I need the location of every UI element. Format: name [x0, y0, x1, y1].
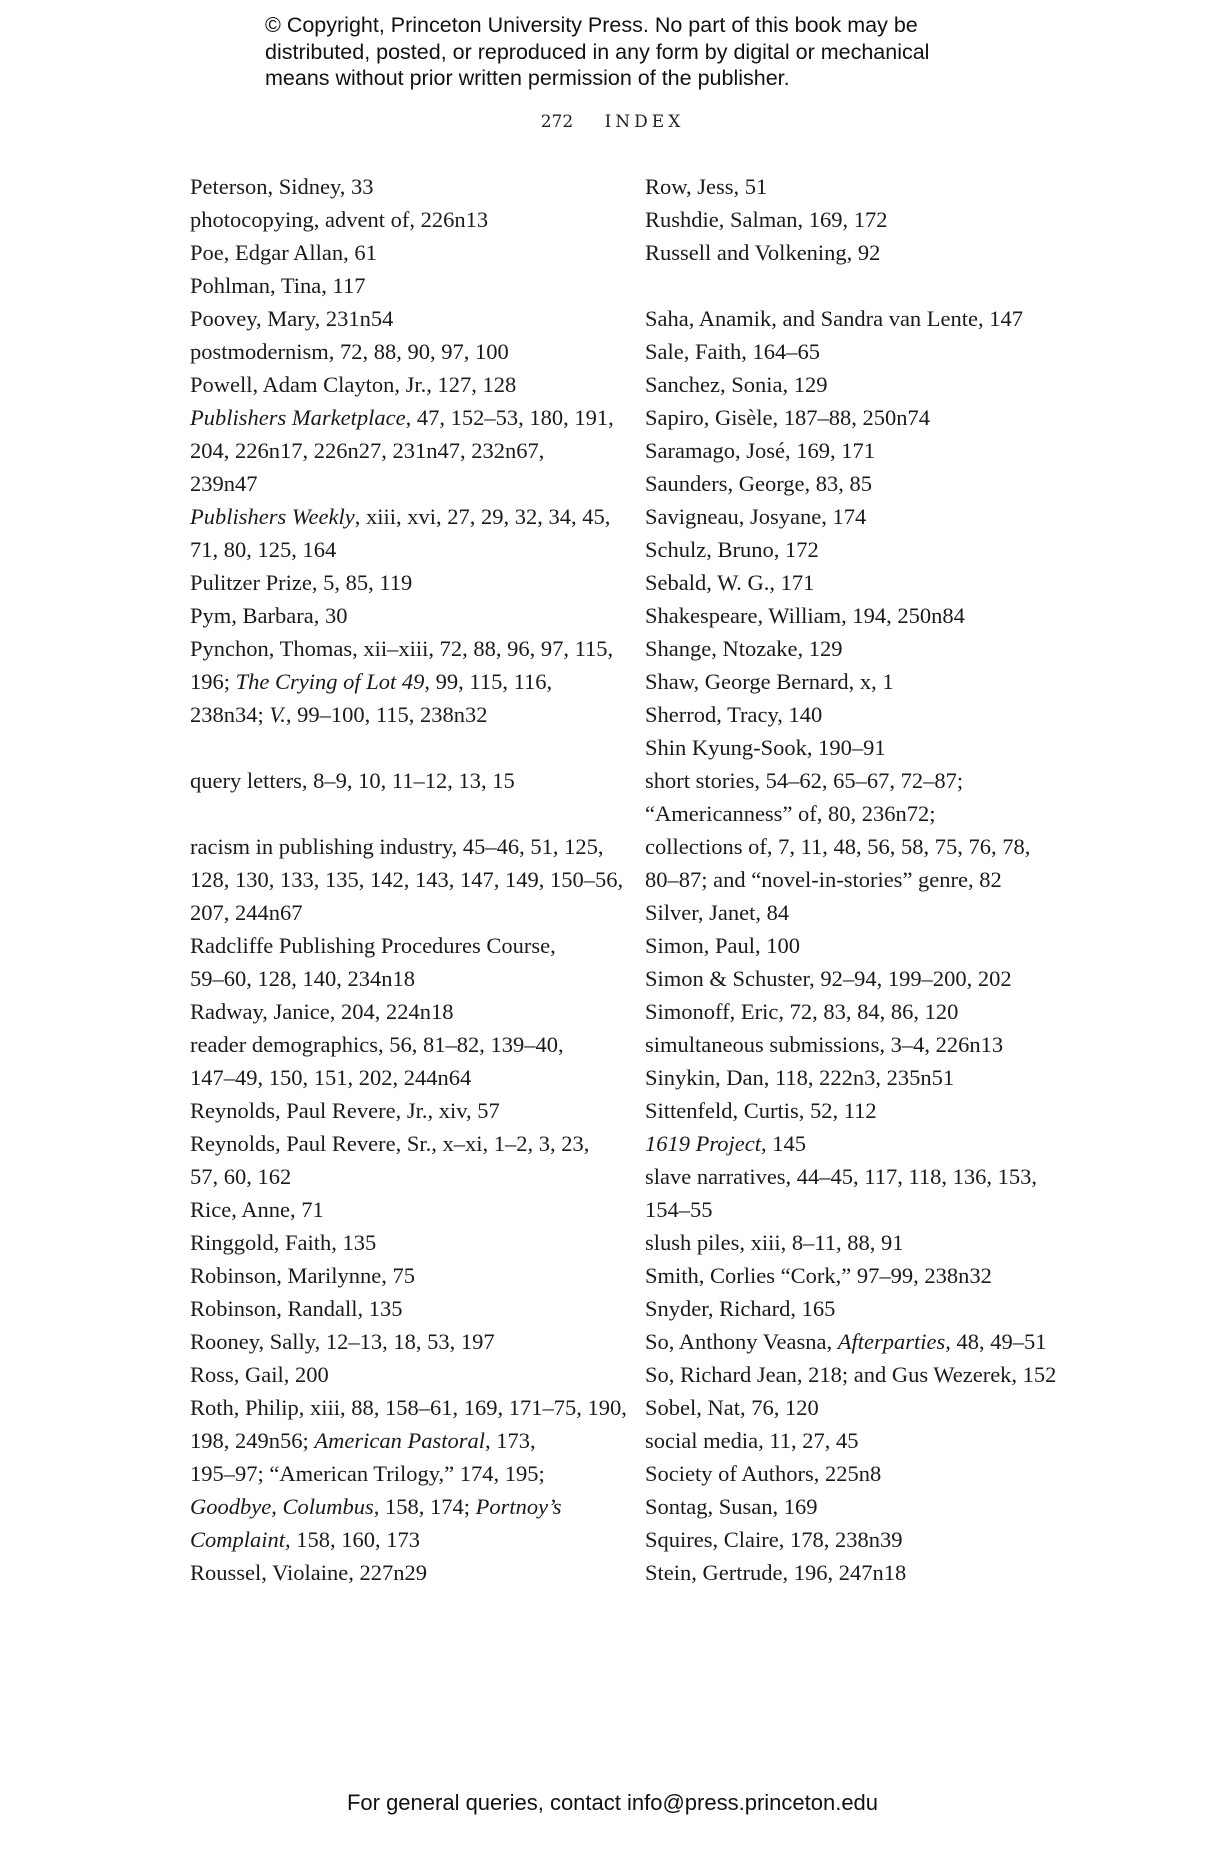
index-entry: Robinson, Marilynne, 75 [190, 1263, 415, 1288]
index-entry: Sinykin, Dan, 118, 222n3, 235n51 [645, 1065, 955, 1090]
index-entry: Powell, Adam Clayton, Jr., 127, 128 [190, 372, 517, 397]
index-entry: Row, Jess, 51 [645, 174, 768, 199]
index-entry: Radcliffe Publishing Procedures Course, 59–60, 128, 140, 234n18 [190, 933, 556, 991]
index-entry: Radway, Janice, 204, 224n18 [190, 999, 454, 1024]
index-entry: Robinson, Randall, 135 [190, 1296, 403, 1321]
index-entry: Sontag, Susan, 169 [645, 1494, 818, 1519]
index-entry: Stein, Gertrude, 196, 247n18 [645, 1560, 907, 1585]
index-entry: Sherrod, Tracy, 140 [645, 702, 823, 727]
running-head [0, 112, 1225, 132]
index-entry: Rooney, Sally, 12–13, 18, 53, 197 [190, 1329, 495, 1354]
index-entry: Smith, Corlies “Cork,” 97–99, 238n32 [645, 1263, 992, 1288]
index-entry: social media, 11, 27, 45 [645, 1428, 859, 1453]
index-entry: Saha, Anamik, and Sandra van Lente, 147 [645, 306, 1024, 331]
copyright-line: means without prior written permission of the publisher. [265, 66, 790, 90]
index-entry: Publishers Weekly, xiii, xvi, 27, 29, 32, 34, 45, 71, 80, 125, 164 [190, 504, 611, 562]
index-entry: Saramago, José, 169, 171 [645, 438, 875, 463]
index-entry: Society of Authors, 225n8 [645, 1461, 882, 1486]
index-entry: Ringgold, Faith, 135 [190, 1230, 377, 1255]
index-entry: slave narratives, 44–45, 117, 118, 136, 153, 154–55 [645, 1164, 1038, 1222]
index-entry: Pulitzer Prize, 5, 85, 119 [190, 570, 413, 595]
index-entry: Publishers Marketplace, 47, 152–53, 180, 191, 204, 226n17, 226n27, 231n47, 232n67, 239n47 [190, 405, 614, 496]
index-entry: Sittenfeld, Curtis, 52, 112 [645, 1098, 877, 1123]
index-entry: Sebald, W. G., 171 [645, 570, 815, 595]
index-entry: query letters, 8–9, 10, 11–12, 13, 15 [190, 768, 515, 793]
index-entry: Shakespeare, William, 194, 250n84 [645, 603, 965, 628]
index-entry: Peterson, Sidney, 33 [190, 174, 374, 199]
index-entry: Pynchon, Thomas, xii–xiii, 72, 88, 96, 97, 115, 196; The Crying of Lot 49, 99, 115, 116, 238n34; V., 99–100, 115, 238n32 [190, 636, 614, 727]
index-entry: Ross, Gail, 200 [190, 1362, 329, 1387]
index-entry: So, Anthony Veasna, Afterparties, 48, 49–51 [645, 1329, 1047, 1354]
index-entry: slush piles, xiii, 8–11, 88, 91 [645, 1230, 904, 1255]
index-entry: short stories, 54–62, 65–67, 72–87; “Americanness” of, 80, 236n72; collections of, 7, 11, 48, 56, 58, 75, 76, 78, 80–87; and “novel-in-stories” genre, 82 [645, 768, 1031, 892]
copyright-line: © Copyright, Princeton University Press. No part of this book may be [265, 13, 918, 37]
page-number: 272 [540, 112, 574, 132]
index-entry: Sobel, Nat, 76, 120 [645, 1395, 819, 1420]
index-entry: Russell and Volkening, 92 [645, 240, 881, 265]
index-entry: racism in publishing industry, 45–46, 51, 125, 128, 130, 133, 135, 142, 143, 147, 149, 150–56, 207, 244n67 [190, 834, 624, 925]
index-entry: Roth, Philip, xiii, 88, 158–61, 169, 171–75, 190, 198, 249n56; American Pastoral, 173, 195–97; “American Trilogy,” 174, 195; Goodbye, Columbus, 158, 174; Portnoy’s Complaint, 158, 160, 173 [190, 1395, 627, 1552]
index-entry: Poovey, Mary, 231n54 [190, 306, 394, 331]
index-entry: Sanchez, Sonia, 129 [645, 372, 828, 397]
section-title: INDEX [604, 112, 685, 132]
index-entry: Reynolds, Paul Revere, Sr., x–xi, 1–2, 3, 23, 57, 60, 162 [190, 1131, 590, 1189]
index-entry: So, Richard Jean, 218; and Gus Wezerek, 152 [645, 1362, 1057, 1387]
index-column-left [190, 170, 627, 1589]
contact-footer [0, 1790, 1225, 1816]
index-entry: Shaw, George Bernard, x, 1 [645, 669, 894, 694]
index-entry: Simonoff, Eric, 72, 83, 84, 86, 120 [645, 999, 959, 1024]
index-entry: Squires, Claire, 178, 238n39 [645, 1527, 903, 1552]
footer-text: For general queries, contact info@press.princeton.edu [346, 1790, 879, 1815]
index-entry: Sale, Faith, 164–65 [645, 339, 820, 364]
index-entry: Sapiro, Gisèle, 187–88, 250n74 [645, 405, 930, 430]
index-entry: simultaneous submissions, 3–4, 226n13 [645, 1032, 1004, 1057]
copyright-notice [265, 12, 1025, 92]
index-entry: Pohlman, Tina, 117 [190, 273, 366, 298]
copyright-line: distributed, posted, or reproduced in any form by digital or mechanical [265, 39, 930, 64]
index-entry: postmodernism, 72, 88, 90, 97, 100 [190, 339, 509, 364]
index-entry: reader demographics, 56, 81–82, 139–40, 147–49, 150, 151, 202, 244n64 [190, 1032, 564, 1090]
index-entry: Snyder, Richard, 165 [645, 1296, 836, 1321]
index-entry: Shin Kyung-Sook, 190–91 [645, 735, 886, 760]
index-entry: Savigneau, Josyane, 174 [645, 504, 867, 529]
index-entry: photocopying, advent of, 226n13 [190, 207, 489, 232]
index-entry: Saunders, George, 83, 85 [645, 471, 873, 496]
index-entry: Rice, Anne, 71 [190, 1197, 324, 1222]
index-entry: Reynolds, Paul Revere, Jr., xiv, 57 [190, 1098, 500, 1123]
index-entry: Shange, Ntozake, 129 [645, 636, 843, 661]
index-entry: Rushdie, Salman, 169, 172 [645, 207, 888, 232]
index-column-right [645, 170, 1075, 1589]
index-entry: Roussel, Violaine, 227n29 [190, 1560, 427, 1585]
index-entry: Pym, Barbara, 30 [190, 603, 348, 628]
index-entry: Poe, Edgar Allan, 61 [190, 240, 377, 265]
index-entry: Silver, Janet, 84 [645, 900, 790, 925]
index-entry: 1619 Project, 145 [645, 1131, 807, 1156]
index-entry: Simon, Paul, 100 [645, 933, 801, 958]
index-entry: Simon & Schuster, 92–94, 199–200, 202 [645, 966, 1012, 991]
index-entry: Schulz, Bruno, 172 [645, 537, 819, 562]
